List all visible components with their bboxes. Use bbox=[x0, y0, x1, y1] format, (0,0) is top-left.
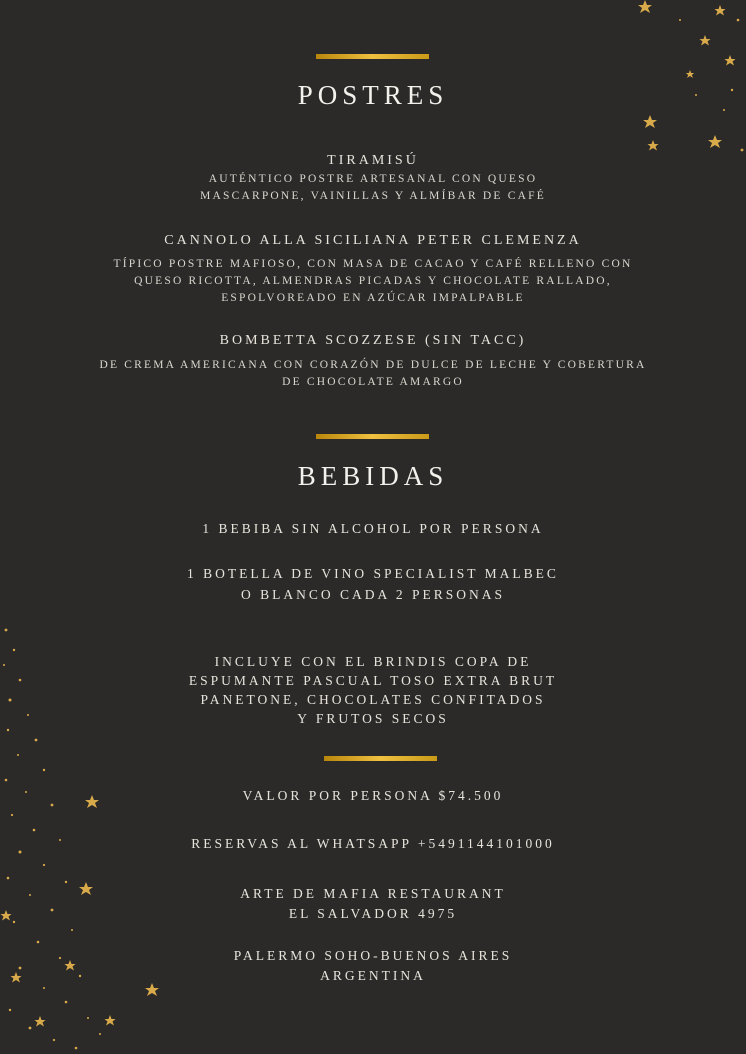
dessert-description: DE CREMA AMERICANA CON CORAZÓN DE DULCE DE LECHE Y COBERTURA bbox=[99, 359, 647, 371]
gold-divider bbox=[324, 756, 437, 761]
drink-line: 1 BOTELLA DE VINO SPECIALIST MALBEC bbox=[187, 566, 559, 581]
country-line: ARGENTINA bbox=[320, 968, 426, 983]
extras-line: PANETONE, CHOCOLATES CONFITADOS bbox=[200, 692, 546, 707]
drink-line: O BLANCO CADA 2 PERSONAS bbox=[240, 587, 506, 602]
gold-divider bbox=[316, 434, 429, 439]
extras-line: INCLUYE CON EL BRINDIS COPA DE bbox=[214, 654, 532, 669]
dessert-description: QUESO RICOTTA, ALMENDRAS PICADAS Y CHOCOLATE RALLADO, bbox=[134, 275, 612, 287]
dessert-name: TIRAMISÚ bbox=[327, 153, 419, 168]
dessert-description: MASCARPONE, VAINILLAS Y ALMÍBAR DE CAFÉ bbox=[200, 190, 546, 202]
dessert-description: TÍPICO POSTRE MAFIOSO, CON MASA DE CACAO Y CAFÉ RELLENO CON bbox=[113, 258, 633, 270]
extras-line: Y FRUTOS SECOS bbox=[297, 711, 449, 726]
area-line: PALERMO SOHO-BUENOS AIRES bbox=[233, 948, 513, 963]
dessert-description: AUTÉNTICO POSTRE ARTESANAL CON QUESO bbox=[208, 173, 538, 185]
dessert-description: DE CHOCOLATE AMARGO bbox=[282, 376, 464, 388]
address-line: EL SALVADOR 4975 bbox=[288, 906, 458, 921]
dessert-name: BOMBETTA SCOZZESE (SIN TACC) bbox=[219, 333, 527, 348]
dessert-name: CANNOLO ALLA SICILIANA PETER CLEMENZA bbox=[164, 233, 582, 248]
section-heading-bebidas: BEBIDAS bbox=[297, 461, 449, 491]
gold-divider bbox=[316, 54, 429, 59]
reservations-line: RESERVAS AL WHATSAPP +5491144101000 bbox=[191, 836, 555, 851]
price-line: VALOR POR PERSONA $74.500 bbox=[242, 788, 504, 803]
section-heading-postres: POSTRES bbox=[297, 80, 449, 110]
restaurant-name: ARTE DE MAFIA RESTAURANT bbox=[240, 886, 506, 901]
drink-line: 1 BEBIBA SIN ALCOHOL POR PERSONA bbox=[202, 521, 544, 536]
extras-line: ESPUMANTE PASCUAL TOSO EXTRA BRUT bbox=[188, 673, 558, 688]
star-cluster-icon bbox=[638, 0, 743, 151]
dessert-description: ESPOLVOREADO EN AZÚCAR IMPALPABLE bbox=[221, 292, 525, 304]
